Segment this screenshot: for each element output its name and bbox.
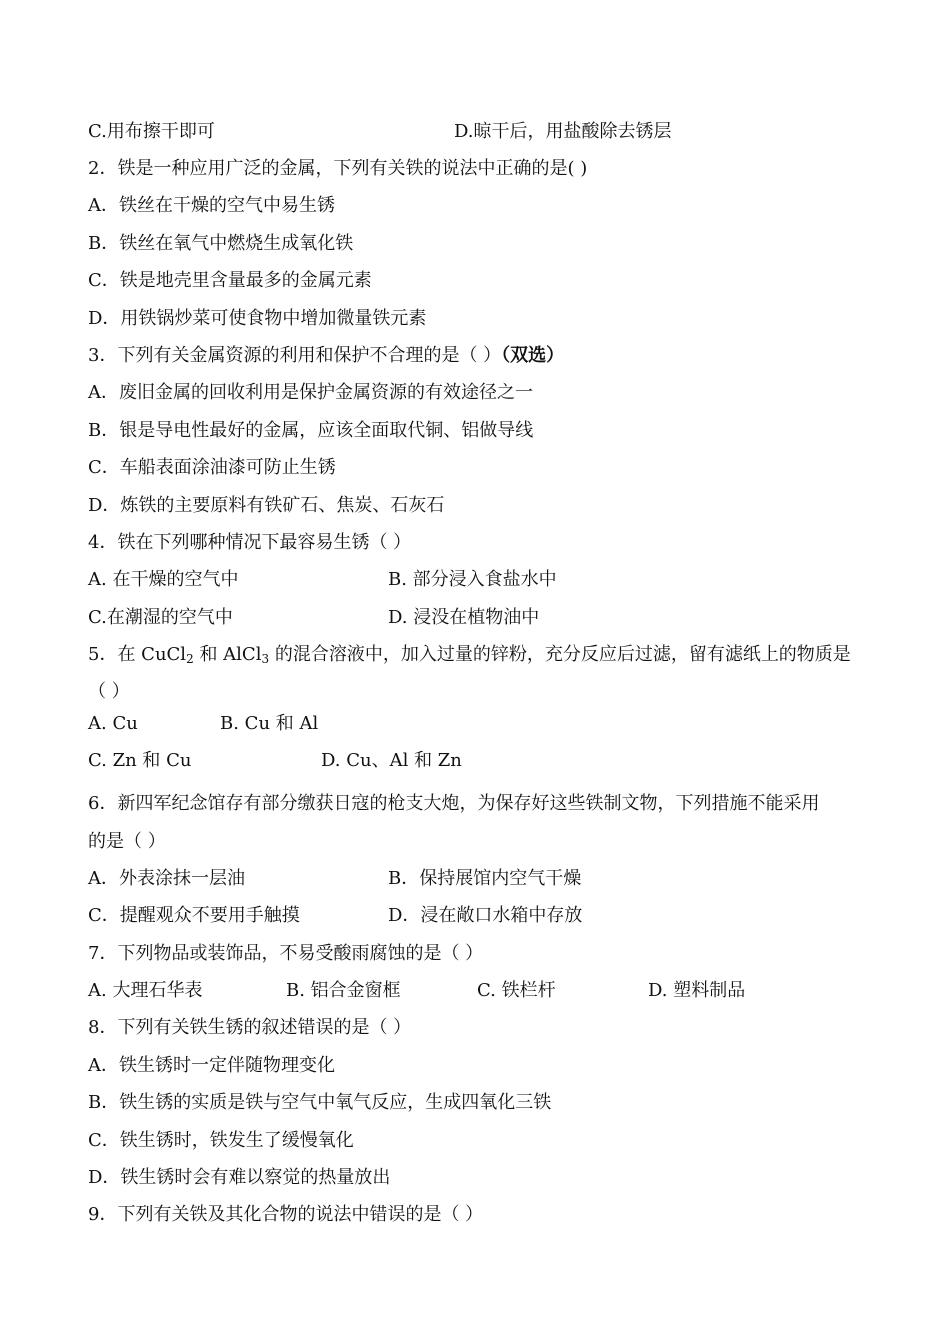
q3-option-d: D．炼铁的主要原料有铁矿石、焦炭、石灰石 — [88, 495, 445, 516]
q4-stem: 4．铁在下列哪种情况下最容易生锈（ ） — [88, 532, 412, 553]
q7-option-b: B. 铝合金窗框 — [286, 980, 401, 1001]
q5-option-c: C. Zn 和 Cu — [88, 750, 192, 771]
q2-option-d: D．用铁锅炒菜可使食物中增加微量铁元素 — [88, 308, 427, 329]
q5-stem — [88, 643, 851, 667]
q6-stem-line-2: 的是（ ） — [88, 831, 166, 852]
q2-stem: 2．铁是一种应用广泛的金属，下列有关铁的说法中正确的是( ) — [88, 158, 588, 179]
q2-option-b: B．铁丝在氧气中燃烧生成氧化铁 — [88, 233, 354, 254]
q3-option-b: B．银是导电性最好的金属，应该全面取代铜、铝做导线 — [88, 420, 534, 441]
q4-option-b: B. 部分浸入食盐水中 — [388, 569, 557, 590]
q2-option-c: C．铁是地壳里含量最多的金属元素 — [88, 270, 372, 291]
q3-stem: 3．下列有关金属资源的利用和保护不合理的是（ ） — [88, 345, 502, 366]
q7-option-a: A. 大理石华表 — [88, 980, 203, 1001]
q5-subscript-1: 2 — [186, 652, 194, 666]
q8-option-d: D．铁生锈时会有难以察觉的热量放出 — [88, 1167, 391, 1188]
q7-option-d: D. 塑料制品 — [648, 980, 746, 1001]
q8-option-b: B．铁生锈的实质是铁与空气中氧气反应，生成四氧化三铁 — [88, 1092, 552, 1113]
q8-stem: 8．下列有关铁生锈的叙述错误的是（ ） — [88, 1017, 412, 1038]
q4-option-d: D. 浸没在植物油中 — [388, 607, 540, 628]
q5-stem-part-3: 的混合溶液中，加入过量的锌粉，充分反应后过滤，留有滤纸上的物质是 — [269, 644, 851, 665]
q6-option-b: B．保持展馆内空气干燥 — [388, 868, 582, 889]
q5-option-b: B. Cu 和 Al — [220, 713, 319, 734]
q6-stem-line-1: 6．新四军纪念馆存有部分缴获日寇的枪支大炮，为保存好这些铁制文物，下列措施不能采用 — [88, 793, 820, 814]
q1-option-d: D.晾干后，用盐酸除去锈层 — [454, 121, 672, 142]
q3-option-c: C．车船表面涂油漆可防止生锈 — [88, 457, 336, 478]
q7-stem: 7．下列物品或装饰品，不易受酸雨腐蚀的是（ ） — [88, 943, 484, 964]
q4-option-c: C.在潮湿的空气中 — [88, 607, 233, 628]
q6-option-d: D．浸在敞口水箱中存放 — [388, 905, 583, 926]
q5-option-d: D. Cu、Al 和 Zn — [321, 750, 462, 771]
q5-stem-part-2: 和 AlCl — [193, 644, 262, 665]
q6-option-a: A．外表涂抹一层油 — [88, 868, 245, 889]
q5-answer-paren: （ ） — [88, 681, 130, 702]
q8-option-c: C．铁生锈时，铁发生了缓慢氧化 — [88, 1130, 354, 1151]
q1-option-c: C.用布擦干即可 — [88, 121, 215, 142]
q3-option-a: A．废旧金属的回收利用是保护金属资源的有效途径之一 — [88, 382, 533, 403]
q7-option-c: C. 铁栏杆 — [477, 980, 556, 1001]
q9-stem: 9．下列有关铁及其化合物的说法中错误的是（ ） — [88, 1204, 484, 1225]
q8-option-a: A．铁生锈时一定伴随物理变化 — [88, 1055, 335, 1076]
q5-subscript-2: 3 — [261, 652, 270, 666]
q3-double-choice-tag: （双选） — [501, 345, 565, 366]
q2-option-a: A．铁丝在干燥的空气中易生锈 — [88, 195, 335, 216]
q5-stem-part-1: 5．在 CuCl — [88, 644, 187, 665]
q5-option-a: A. Cu — [88, 713, 138, 734]
q3-stem-row — [88, 344, 564, 368]
q4-option-a: A. 在干燥的空气中 — [88, 569, 239, 590]
q6-option-c: C．提醒观众不要用手触摸 — [88, 905, 300, 926]
